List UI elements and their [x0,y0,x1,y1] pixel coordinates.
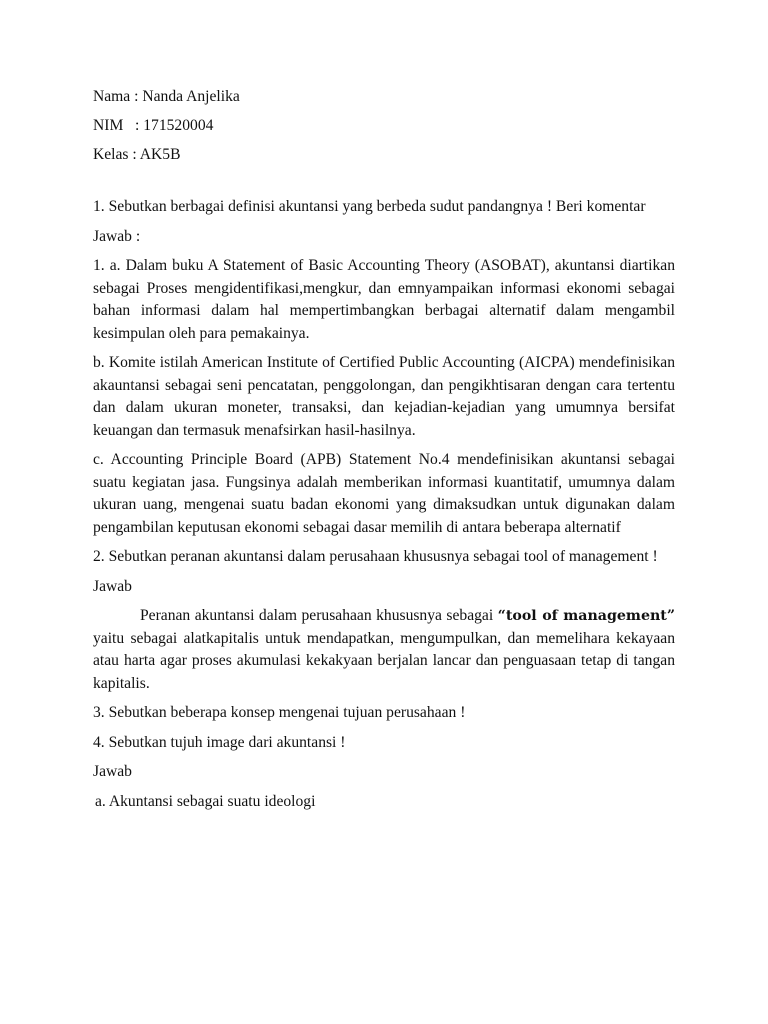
student-class: Kelas : AK5B [93,146,181,163]
question-2: 2. Sebutkan peranan akuntansi dalam perusahaan khususnya sebagai tool of management ! [93,548,658,565]
document-body [93,86,675,820]
question-4: 4. Sebutkan tujuh image dari akuntansi ! [93,733,346,751]
answer-2-pre: Peranan akuntansi dalam perusahaan khususnya sebagai [140,607,498,624]
student-name: Nama : Nanda Anjelika [93,88,240,105]
answer-2-post: yaitu sebagai alatkapitalis untuk mendapatkan, mengumpulkan, dan memelihara kekayaan atau harta agar proses akumulasi kekakyaan berjalan lancar dan penguasaan tetap di tangan kapitalis. [93,629,675,692]
question-3: 3. Sebutkan beberapa konsep mengenai tujuan perusahaan ! [93,704,466,721]
answer-label-1: Jawab : [93,227,141,245]
answer-1b: b. Komite istilah American Institute of Certified Public Accounting (AICPA) mendefinisikan akauntansi sebagai seni pencatatan, penggolongan, dan pengikhtisaran dengan cara tertentu dan dalam ukuran moneter, transaksi, dan kejadian-kejadian yang umumnya bersifat keuangan dan termasuk menafsirkan hasil-hasilnya. [93,354,675,439]
answer-label-4: Jawab [93,763,132,780]
answer-1a: 1. a. Dalam buku A Statement of Basic Accounting Theory (ASOBAT), akuntansi diartikan sebagai Proses mengidentifikasi,mengkur, dan emnyampaikan informasi ekonomi sebagai bahan informasi dalam hal mempertimbangkan berbagai alternatif dalam mengambil kesimpulan oleh para pemakainya. [93,257,675,342]
student-nim: NIM : 171520004 [93,117,214,134]
question-1: 1. Sebutkan berbagai definisi akuntansi yang berbeda sudut pandangnya ! Beri komentar [93,198,646,215]
answer-2-emphasis: “tool of management” [497,608,676,624]
spacer [93,173,675,196]
answer-2 [93,605,675,695]
answer-1c: c. Accounting Principle Board (APB) Statement No.4 mendefinisikan akuntansi sebagai suatu kegiatan jasa. Fungsinya adalah memberikan informasi kuantitatif, umumnya dalam ukuran uang, mengenai suatu badan ekonomi yang dimaksudkan untuk digunakan dalam pengambilan keputusan ekonomi sebagai dasar memilih di antara beberapa alternatif [93,451,675,536]
answer-label-2: Jawab [93,577,132,595]
answer-4a: a. Akuntansi sebagai suatu ideologi [95,792,316,810]
